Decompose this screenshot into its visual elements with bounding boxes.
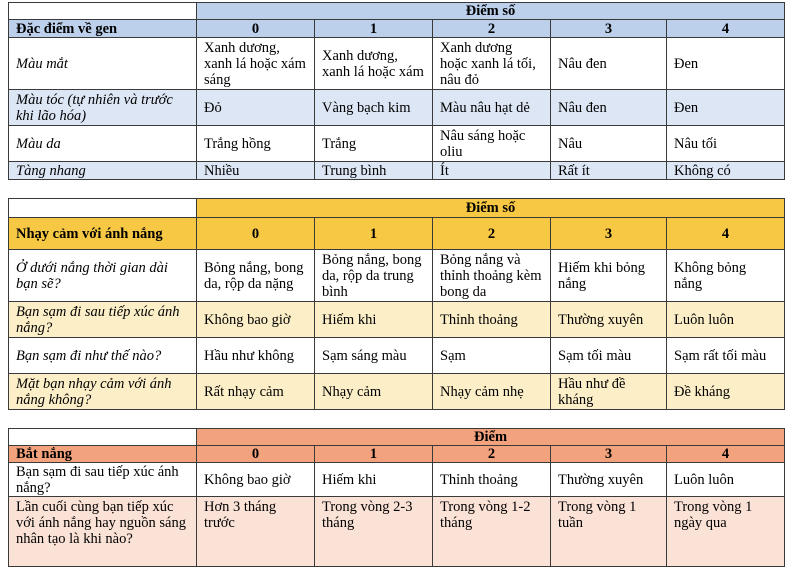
row-label: Bạn sạm đi sau tiếp xúc ánh nắng? <box>9 302 197 338</box>
score-title: Điểm số <box>197 3 785 20</box>
table-row <box>9 126 785 162</box>
table-row <box>9 38 785 90</box>
row-label: Bạn sạm đi như thế nào? <box>9 338 197 374</box>
row-label: Bạn sạm đi sau tiếp xúc ánh nắng? <box>9 463 197 497</box>
table-row <box>9 497 785 567</box>
table-cell: Trong vòng 1 tuần <box>551 497 667 567</box>
table-cell: Bỏng nắng và thỉnh thoảng kèm bong da <box>433 250 551 302</box>
table-cell: Nâu đen <box>551 90 667 126</box>
table-cell: Nhiều <box>197 162 315 180</box>
table-cell: Thỉnh thoảng <box>433 302 551 338</box>
table-cell: Đen <box>667 38 785 90</box>
table-row <box>9 162 785 180</box>
score-header: 3 <box>551 20 667 38</box>
table-cell: Thỉnh thoảng <box>433 463 551 497</box>
table-cell: Trắng hồng <box>197 126 315 162</box>
score-header: 2 <box>433 20 551 38</box>
section-label: Đặc điểm về gen <box>9 20 197 38</box>
table-cell: Hiếm khi <box>315 463 433 497</box>
score-header: 1 <box>315 446 433 463</box>
section-label: Nhạy cảm với ánh nắng <box>9 218 197 250</box>
table-cell: Trong vòng 2-3 tháng <box>315 497 433 567</box>
score-header: 4 <box>667 446 785 463</box>
table-cell: Trắng <box>315 126 433 162</box>
score-header: 4 <box>667 218 785 250</box>
row-label: Màu mắt <box>9 38 197 90</box>
table-header-row <box>9 446 785 463</box>
row-label: Ở dưới nắng thời gian dài bạn sẽ? <box>9 250 197 302</box>
table-cell: Bỏng nắng, bong da, rộp da trung bình <box>315 250 433 302</box>
table-cell: Xanh dương, xanh lá hoặc xám sáng <box>197 38 315 90</box>
table-cell: Hầu như đề kháng <box>551 374 667 410</box>
table-cell: Hiếm khi <box>315 302 433 338</box>
table-cell: Sạm rất tối màu <box>667 338 785 374</box>
table-cell: Luôn luôn <box>667 302 785 338</box>
table-cell: Không bao giờ <box>197 463 315 497</box>
table-cell: Đề kháng <box>667 374 785 410</box>
table-cell: Hiếm khi bỏng nắng <box>551 250 667 302</box>
table-row <box>9 90 785 126</box>
genetic-traits-table <box>8 2 785 180</box>
tanning-table <box>8 428 785 567</box>
table-row <box>9 250 785 302</box>
table-cell: Luôn luôn <box>667 463 785 497</box>
section-label: Bắt nắng <box>9 446 197 463</box>
score-header: 0 <box>197 218 315 250</box>
empty-corner-cell <box>9 199 197 218</box>
table-title-row <box>9 429 785 446</box>
table-cell: Nâu <box>551 126 667 162</box>
table-cell: Ít <box>433 162 551 180</box>
table-cell: Không có <box>667 162 785 180</box>
table-cell: Màu nâu hạt dẻ <box>433 90 551 126</box>
table-cell: Xanh dương hoặc xanh lá tối, nâu đỏ <box>433 38 551 90</box>
score-header: 1 <box>315 20 433 38</box>
score-title: Điểm <box>197 429 785 446</box>
table-title-row <box>9 3 785 20</box>
table-cell: Đỏ <box>197 90 315 126</box>
score-header: 1 <box>315 218 433 250</box>
row-label: Tàng nhang <box>9 162 197 180</box>
row-label: Lần cuối cùng bạn tiếp xúc với ánh nắng hay nguồn sáng nhân tạo là khi nào? <box>9 497 197 567</box>
table-cell: Nâu sáng hoặc oliu <box>433 126 551 162</box>
score-header: 0 <box>197 446 315 463</box>
table-title-row <box>9 199 785 218</box>
table-cell: Sạm <box>433 338 551 374</box>
table-cell: Thường xuyên <box>551 302 667 338</box>
table-cell: Rất ít <box>551 162 667 180</box>
table-row <box>9 302 785 338</box>
table-cell: Xanh dương, xanh lá hoặc xám <box>315 38 433 90</box>
table-cell: Vàng bạch kim <box>315 90 433 126</box>
table-row <box>9 463 785 497</box>
table-cell: Trong vòng 1 ngày qua <box>667 497 785 567</box>
score-header: 2 <box>433 218 551 250</box>
row-label: Màu da <box>9 126 197 162</box>
score-header: 4 <box>667 20 785 38</box>
table-cell: Nhạy cảm nhẹ <box>433 374 551 410</box>
row-label: Mặt bạn nhạy cảm với ánh nắng không? <box>9 374 197 410</box>
table-cell: Thường xuyên <box>551 463 667 497</box>
empty-corner-cell <box>9 429 197 446</box>
table-cell: Đen <box>667 90 785 126</box>
row-label: Màu tóc (tự nhiên và trước khi lão hóa) <box>9 90 197 126</box>
table-row <box>9 374 785 410</box>
score-header: 0 <box>197 20 315 38</box>
table-cell: Hầu như không <box>197 338 315 374</box>
sun-sensitivity-table <box>8 198 785 410</box>
table-cell: Không bao giờ <box>197 302 315 338</box>
table-cell: Sạm sáng màu <box>315 338 433 374</box>
table-cell: Sạm tối màu <box>551 338 667 374</box>
score-header: 2 <box>433 446 551 463</box>
score-header: 3 <box>551 446 667 463</box>
table-cell: Trung bình <box>315 162 433 180</box>
empty-corner-cell <box>9 3 197 20</box>
table-header-row <box>9 20 785 38</box>
table-cell: Trong vòng 1-2 tháng <box>433 497 551 567</box>
score-header: 3 <box>551 218 667 250</box>
table-cell: Bỏng nắng, bong da, rộp da nặng <box>197 250 315 302</box>
table-cell: Không bỏng nắng <box>667 250 785 302</box>
table-row <box>9 338 785 374</box>
table-cell: Hơn 3 tháng trước <box>197 497 315 567</box>
table-cell: Nâu tối <box>667 126 785 162</box>
table-cell: Rất nhạy cảm <box>197 374 315 410</box>
score-title: Điểm số <box>197 199 785 218</box>
table-header-row <box>9 218 785 250</box>
table-cell: Nâu đen <box>551 38 667 90</box>
table-cell: Nhạy cảm <box>315 374 433 410</box>
